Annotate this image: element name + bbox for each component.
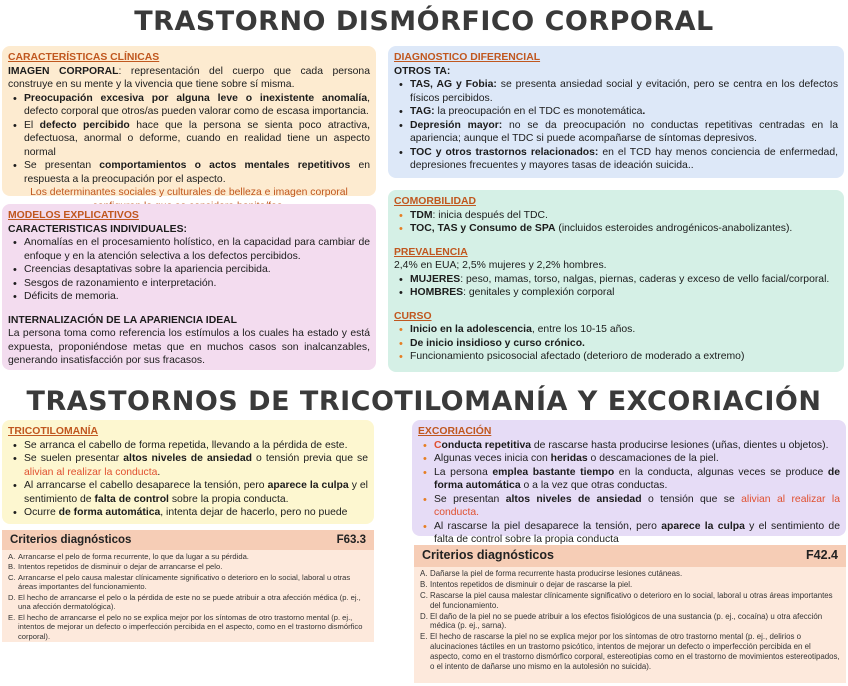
bold-text: MUJERES <box>410 273 461 285</box>
sociocultural-note: Los determinantes sociales y culturales de belleza e imagen corporal <box>30 187 348 199</box>
item-text: o a la vez que otras conductas. <box>520 480 668 492</box>
list-item <box>398 119 838 146</box>
criteria-code: F42.4 <box>806 548 838 563</box>
list-item <box>12 452 368 479</box>
criteria-row <box>8 562 368 571</box>
criteria-row <box>420 569 840 579</box>
item-text: Ocurre <box>24 507 59 519</box>
criteria-row <box>8 573 368 592</box>
item-text: no se da preocupación no conductas repetitivas centradas en la apariencia; aunque el TDC si puede acompañarse de síntomas depresivos. <box>410 119 838 145</box>
criteria-text: El hecho de arrancarse el pelo o la pérdida de este no se puede atribuir a otra afección médica (p. ej., una afección dermatológica). <box>18 592 361 612</box>
criteria-text: El hecho de rascarse la piel no se explica mejor por los síntomas de otro trastorno mental (p. ej., delirios o alucinaciones táctiles en un trastorno psicótico, intentos de mejorar un defecto o imperfección percibida en el aspecto, como en el trastorno dismórfico corporal, estereotipias como en el trastorno de movimientos estereotipados, o el intento de dañarse uno mismo en la autolesión no suicida). <box>430 632 840 671</box>
criteria-row <box>8 613 368 641</box>
item-text: hace que la persona se sienta poco atractiva, defectuosa, anormal o deforme, cuando en realidad tiene un aspecto normal <box>24 119 370 158</box>
comorbidity-list <box>398 209 838 236</box>
bold-text: de forma automática <box>434 466 840 492</box>
criteria-letter: D. <box>8 592 16 602</box>
section-title: TRASTORNOS DE TRICOTILOMANÍA Y EXCORIACIÓN <box>26 386 822 417</box>
item-text: la preocupación en el TDC es monotemática <box>434 106 643 118</box>
criteria-text: Dañarse la piel de forma recurrente hasta producirse lesiones cutáneas. <box>430 569 683 578</box>
excoriation-list <box>422 439 840 547</box>
diagnostic-criteria-trichotillomania <box>2 530 374 642</box>
criteria-code: F63.3 <box>336 533 366 546</box>
trichotillomania-heading: TRICOTILOMANÍA <box>8 426 99 437</box>
criteria-text: Arrancarse el pelo de forma recurrente, lo que da lugar a su pérdida. <box>18 552 249 561</box>
criteria-letter: E. <box>8 612 16 622</box>
ideal-appearance-paragraph: La persona toma como referencia los estímulos a los cuales ha estado y está expuesta, proponiéndose metas que en muchos casos son inalcanzables, generando insatisfacción por sus fracasos. <box>8 328 370 367</box>
excoriation-box <box>412 420 846 546</box>
ideal-appearance-heading: INTERNALIZACIÓN DE LA APARIENCIA IDEAL <box>8 314 237 326</box>
criteria-text: El daño de la piel no se puede atribuir a los efectos fisiológicos de una sustancia (p. ej., cocaína) u otra afección médica (p. ej., sarna). <box>430 611 823 631</box>
item-text: : genitales y complexión corporal <box>463 287 615 299</box>
list-item <box>12 506 368 520</box>
bold-text: Depresión mayor: <box>410 119 503 131</box>
criteria-row <box>8 552 368 561</box>
list-item <box>398 78 838 105</box>
item-text: sobre la propia conducta. <box>168 493 289 505</box>
clinical-features-list <box>12 92 370 187</box>
criteria-row <box>8 593 368 612</box>
criteria-text: Arrancarse el pelo causa malestar clínicamente significativo o deterioro en lo social, laboral u otras áreas importantes del funcionamiento. <box>18 572 351 592</box>
item-text: Se presentan <box>434 493 506 505</box>
prevalence-list <box>398 273 838 300</box>
prevalence-text: 2,4% en EUA; 2,5% mujeres y 2,2% hombres. <box>394 260 607 272</box>
list-item: • Sesgos de razonamiento e interpretación. <box>12 277 370 291</box>
criteria-title: Criterios diagnósticos <box>422 548 554 563</box>
criteria-text: Rascarse la piel causa malestar clínicamente significativo o deterioro en lo social, laboral u otras áreas importantes del funcionamiento. <box>430 590 833 610</box>
bold-text: aparece la culpa <box>661 520 745 532</box>
list-item <box>398 286 838 300</box>
criteria-letter: C. <box>8 572 16 582</box>
bold-text: de forma automática <box>58 507 161 519</box>
criteria-letter: B. <box>420 579 428 589</box>
prevalence-heading: PREVALENCIA <box>394 246 468 258</box>
bold-text: TOC y otros trastornos relacionados: <box>410 146 599 158</box>
criteria-text: El hecho de arrancarse el pelo no se explica mejor por los síntomas de otro trastorno mental (p. ej., intentos de mejorar un defecto o imperfección percibida en el aspecto, como en el trastorno dismórfico corporal). <box>18 612 363 641</box>
list-item <box>422 439 840 453</box>
body-image-text: : representación del cuerpo que cada persona construye en su mente y la vivencia que tiene sobre sí misma. <box>8 65 370 91</box>
item-text: o tensión que se <box>641 493 742 505</box>
criteria-letter: B. <box>8 562 16 572</box>
list-item <box>422 520 840 547</box>
bold-text: HOMBRES <box>410 287 464 299</box>
item-text: o descamaciones de la piel. <box>587 453 719 465</box>
criteria-letter: A. <box>420 569 428 578</box>
explanatory-models-heading: MODELOS EXPLICATIVOS <box>8 210 139 221</box>
criteria-row <box>420 612 840 632</box>
item-text: (incluidos esteroides androgénicos-anabolizantes). <box>555 223 793 235</box>
item-text: Algunas veces inicia con <box>434 453 551 465</box>
criteria-letter: E. <box>420 632 428 642</box>
list-item <box>422 452 840 466</box>
individual-characteristics-list <box>12 236 370 304</box>
comorbidity-box <box>388 190 844 372</box>
page-title: TRASTORNO DISMÓRFICO CORPORAL <box>134 6 714 37</box>
criteria-row <box>420 580 840 590</box>
criteria-list <box>2 550 374 644</box>
excoriation-heading: EXCORIACIÓN <box>418 426 492 437</box>
explanatory-models-box <box>2 204 376 370</box>
item-text: en la conducta, algunas veces se produce <box>614 466 828 478</box>
bold-text: De inicio insidioso y curso crónico. <box>410 337 585 349</box>
bold-text: TDM <box>410 209 433 221</box>
trichotillomania-list <box>12 439 368 520</box>
list-item <box>398 337 838 351</box>
item-text: se presenta ansiedad social y evitación, pero se centra en los defectos físicos percibidos. <box>410 79 839 104</box>
clinical-features-heading: CARACTERÍSTICAS CLÍNICAS <box>8 52 160 63</box>
clinical-features-box <box>2 46 376 199</box>
item-text: : peso, mamas, torso, nalgas, piernas, caderas y exceso de vello facial/corporal. <box>460 273 830 285</box>
differential-diagnosis-heading: DIAGNOSTICO DIFERENCIAL <box>394 52 541 63</box>
body-image-definition <box>8 65 370 92</box>
bold-text: heridas <box>550 453 588 465</box>
criteria-row <box>420 591 840 611</box>
list-item <box>398 273 838 287</box>
item-text: Se suelen presentar <box>24 453 124 465</box>
list-item <box>398 222 838 236</box>
criteria-header <box>414 545 846 567</box>
list-item: • Funcionamiento psicosocial afectado (deterioro de moderado a extremo) <box>398 350 838 364</box>
criteria-text: Intentos repetidos de disminuir o dejar de arrancarse el pelo. <box>18 562 223 572</box>
list-item <box>422 466 840 493</box>
list-item: • Se arranca el cabello de forma repetida, llevando a la pérdida de este. <box>12 439 368 453</box>
item-text: Al arrancarse el cabello desaparece la tensión, pero <box>24 480 268 492</box>
item-text: o tensión previa que se <box>252 453 368 465</box>
bold-text: falta de control <box>94 493 169 505</box>
list-item <box>12 479 368 506</box>
bold-text: aparece la culpa <box>267 480 349 492</box>
highlight-text: C <box>434 439 442 451</box>
item-text: . <box>157 466 161 478</box>
item-text: , defecto corporal que otros/as pueden valorar como de escasa importancia. <box>24 92 370 118</box>
item-text: y el sentimiento de falta de control sobre la propia conducta <box>434 520 840 546</box>
criteria-letter: D. <box>420 611 428 621</box>
bold-text: emplea bastante tiempo <box>492 466 615 478</box>
diagnostic-criteria-excoriation <box>414 545 846 683</box>
individual-characteristics-heading: CARACTERISTICAS INDIVIDUALES: <box>8 223 187 235</box>
criteria-header <box>2 530 374 550</box>
bold-text: Preocupación excesiva por alguna leve o inexistente anomalía <box>24 92 368 104</box>
item-text: en respuesta a la preocupación por el aspecto. <box>24 160 371 185</box>
item-text: , intenta dejar de hacerlo, pero no puede <box>160 507 348 519</box>
criteria-row <box>420 632 840 672</box>
criteria-title: Criterios diagnósticos <box>10 533 132 546</box>
course-list <box>398 323 838 364</box>
course-heading: CURSO <box>394 310 432 322</box>
bold-text: altos niveles de ansiedad <box>505 493 642 505</box>
item-text: El <box>24 119 40 131</box>
bold-text: Inicio en la adolescencia <box>410 324 532 336</box>
criteria-text: Intentos repetidos de disminuir o dejar de rascarse la piel. <box>430 579 633 589</box>
bold-text: TAS, AG y Fobia: <box>410 79 497 91</box>
criteria-list <box>414 567 846 675</box>
item-text: de rascarse hasta producirse lesiones (uñas, dientes u objetos). <box>531 439 829 451</box>
list-item <box>398 105 838 119</box>
differential-list <box>398 78 838 173</box>
list-item: • Creencias desaptativas sobre la apariencia percibida. <box>12 263 370 277</box>
item-text: y el sentimiento de <box>24 480 368 505</box>
highlight-text: alivian al realizar la conducta <box>24 466 158 478</box>
comorbidity-heading: COMORBILIDAD <box>394 196 476 207</box>
list-item <box>398 323 838 337</box>
list-item <box>12 119 370 160</box>
differential-diagnosis-box <box>388 46 844 178</box>
list-item <box>12 92 370 119</box>
bold-text: comportamientos o actos mentales repetitivos <box>99 160 351 172</box>
item-text: La persona <box>434 466 493 478</box>
list-item <box>398 209 838 223</box>
list-item: • Déficits de memoria. <box>12 290 370 304</box>
bold-text: TAG: <box>410 106 435 118</box>
criteria-letter: C. <box>420 590 428 600</box>
criteria-letter: A. <box>8 552 16 561</box>
list-item <box>398 146 838 173</box>
list-item: • Anomalías en el procesamiento holístico, en la capacidad para cambiar de enfoque y en la atención selectiva a los defectos percibidos. <box>12 236 370 263</box>
item-text: Al rascarse la piel desaparece la tensión, pero <box>434 520 662 532</box>
body-image-term: IMAGEN CORPORAL <box>8 65 119 77</box>
list-item <box>12 159 370 186</box>
item-text: en el TCD hay menos conciencia de enfermedad, depresiones frecuentes y mayores tasas de ideación suicida.. <box>410 146 839 172</box>
trichotillomania-box <box>2 420 374 524</box>
bold-text: . <box>642 106 646 118</box>
highlight-text: alivian al realizar la conducta. <box>434 493 841 519</box>
item-text: : inicia después del TDC. <box>432 209 548 221</box>
other-ta-label: OTROS TA: <box>394 65 451 77</box>
bold-text: defecto percibido <box>39 119 130 131</box>
item-text: Se presentan <box>24 160 100 172</box>
bold-text: TOC, TAS y Consumo de SPA <box>410 223 556 235</box>
item-text: , entre los 10-15 años. <box>531 324 636 336</box>
bold-text: altos niveles de ansiedad <box>123 453 252 465</box>
bold-text: onducta repetitiva <box>441 439 532 451</box>
list-item <box>422 493 840 520</box>
